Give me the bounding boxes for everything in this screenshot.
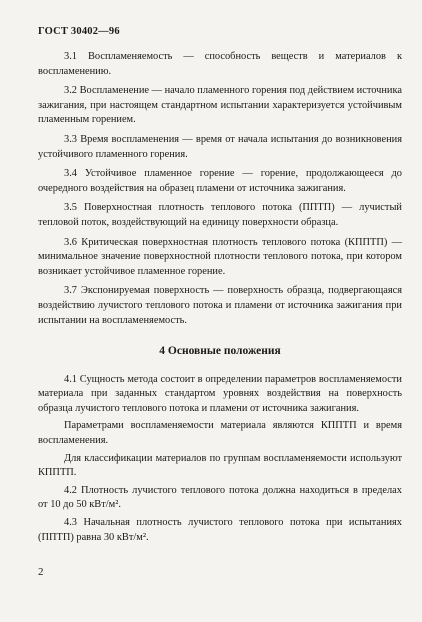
paragraph-3-7: 3.7 Экспонируемая поверхность — поверхность образца, подвергающаяся воздействию лучистого теплового потока и пламени от источника зажигания при испытании на воспламеняемость. — [38, 285, 402, 326]
paragraph-3-2: 3.2 Воспламенение — начало пламенного горения под действием источника зажигания, при настоящем стандартном испытании характеризуется устойчивым пламенным горением. — [38, 85, 402, 126]
paragraph-3-3: 3.3 Время воспламенения — время от начала испытания до возникновения устойчивого пламенного горения. — [38, 133, 402, 160]
paragraph-3-4: 3.4 Устойчивое пламенное горение — горение, продолжающееся до очередного воздействия на образец пламени от источника зажигания. — [38, 168, 402, 194]
document-header: ГОСТ 30402—96 — [38, 26, 120, 37]
document-body — [38, 50, 402, 548]
paragraph-4-2: 4.2 Плотность лучистого теплового потока должна находиться в пределах от 10 до 50 кВт/м². — [38, 484, 402, 511]
section-title: 4 Основные положения — [159, 345, 281, 358]
paragraph-3-1: 3.1 Воспламеняемость — способность веществ и материалов к воспламенению. — [38, 51, 402, 77]
paragraph-4-3: 4.3 Начальная плотность лучистого теплового потока при испытаниях (ППТП) равна 30 кВт/м². — [38, 517, 402, 543]
paragraph-4-1: 4.1 Сущность метода состоит в определении параметров воспламеняемости материала при заданных стандартом уровнях воздействия на поверхность образца лучистого теплового потока и пламени от источника зажигания. — [38, 373, 402, 414]
paragraph-3-5: 3.5 Поверхностная плотность теплового потока (ППТП) — лучистый тепловой поток, воздействующий на единицу поверхности образца. — [38, 202, 402, 228]
paragraph-3-6: 3.6 Критическая поверхностная плотность теплового потока (КППТП) — минимальное значение поверхностной плотности теплового потока, при котором возникает устойчивое пламенное горение. — [38, 236, 402, 277]
paragraph-parameters: Параметрами воспламеняемости материала являются КППТП и время воспламенения. — [38, 420, 402, 447]
page-number: 2 — [38, 566, 44, 578]
paragraph-classification: Для классификации материалов по группам воспламеняемости используют КППТП. — [38, 452, 402, 479]
